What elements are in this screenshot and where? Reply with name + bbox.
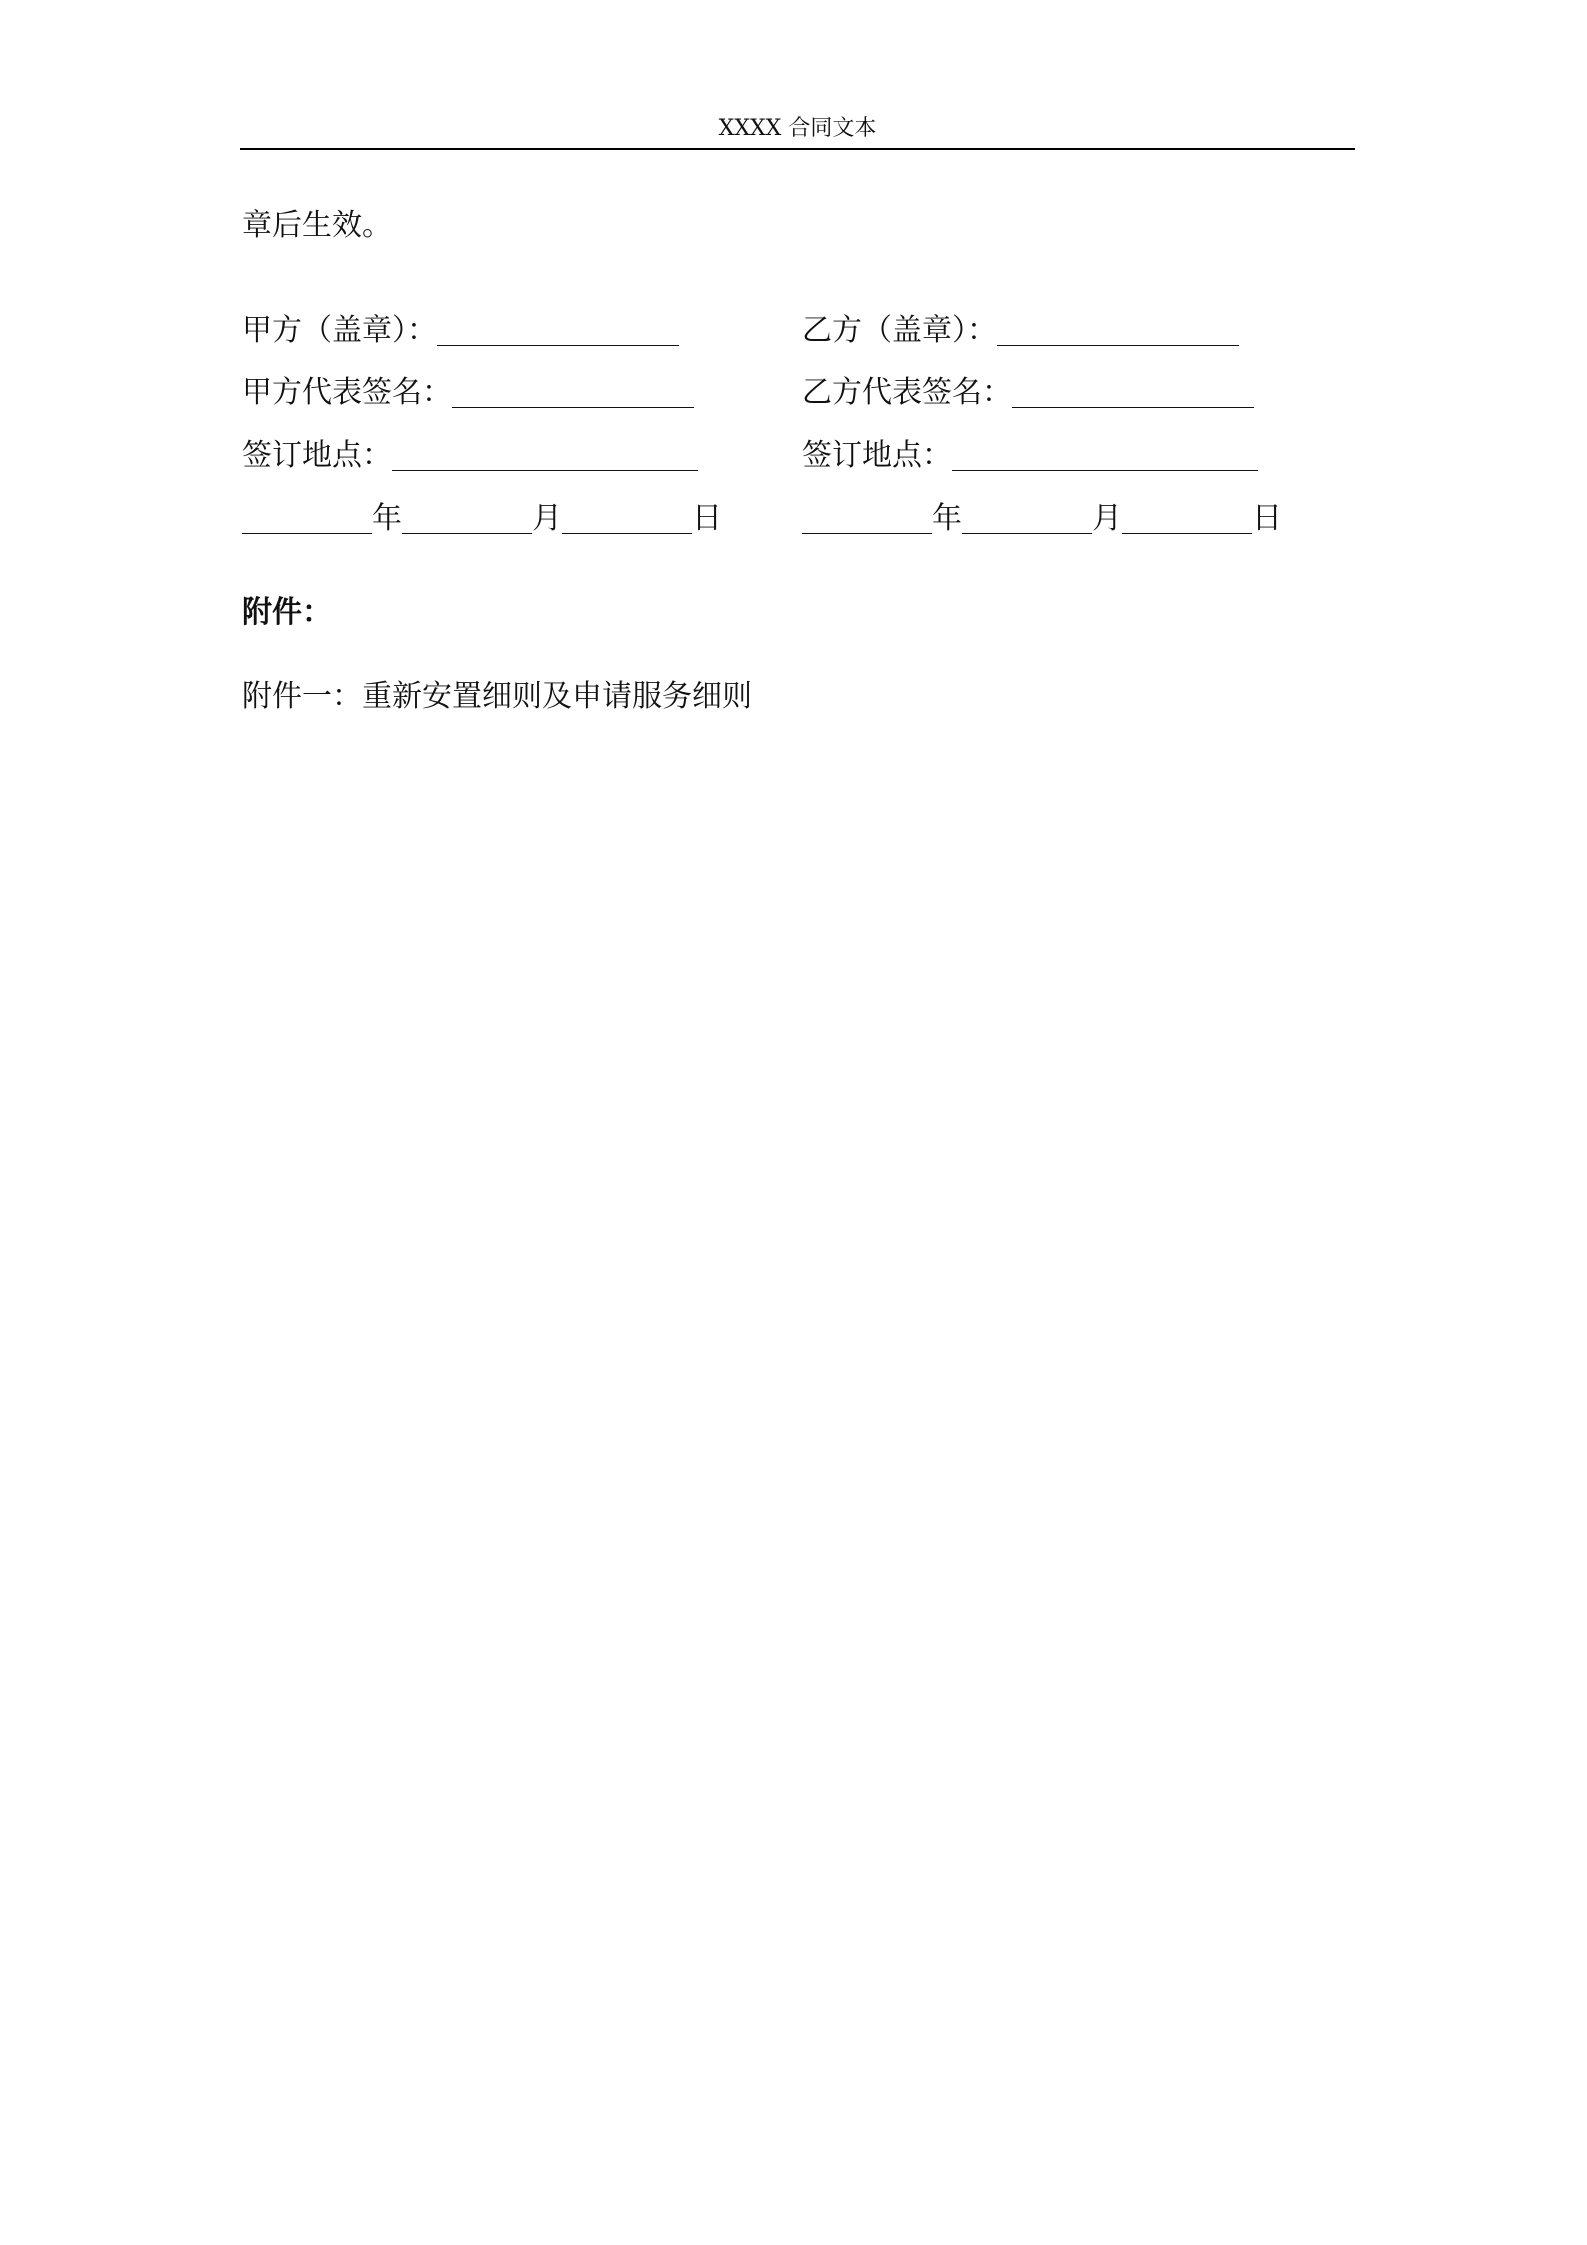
party-b-rep-label: 乙方代表签名： — [802, 375, 1012, 410]
party-b-year-blank[interactable] — [802, 505, 932, 534]
party-b-day-blank[interactable] — [1122, 505, 1252, 534]
party-b-month-blank[interactable] — [962, 505, 1092, 534]
party-b-rep-row — [802, 372, 1254, 414]
party-b-seal-label: 乙方（盖章）： — [802, 313, 997, 348]
party-a-place-label: 签订地点： — [242, 438, 392, 473]
party-a-place-row — [242, 435, 698, 477]
party-a-year-blank[interactable] — [242, 505, 372, 534]
attachments-heading: 附件： — [242, 595, 332, 630]
party-b-place-label: 签订地点： — [802, 438, 952, 473]
page-header — [240, 112, 1355, 150]
party-b-month-label: 月 — [1092, 501, 1122, 536]
party-b-place-blank[interactable] — [952, 442, 1258, 471]
party-b-seal-row — [802, 310, 1239, 352]
party-b-rep-blank[interactable] — [1012, 379, 1254, 408]
party-a-month-blank[interactable] — [402, 505, 532, 534]
party-a-seal-row — [242, 310, 679, 352]
header-title: XXXX 合同文本 — [718, 116, 877, 141]
party-a-rep-blank[interactable] — [452, 379, 694, 408]
party-a-date-row — [242, 498, 722, 540]
party-b-date-row — [802, 498, 1282, 540]
continuation-text: 章后生效。 — [242, 208, 392, 243]
party-b-year-label: 年 — [932, 501, 962, 536]
party-a-seal-blank[interactable] — [437, 317, 679, 346]
party-b-place-row — [802, 435, 1258, 477]
party-a-rep-row — [242, 372, 694, 414]
party-a-rep-label: 甲方代表签名： — [242, 375, 452, 410]
party-a-day-blank[interactable] — [562, 505, 692, 534]
party-a-place-blank[interactable] — [392, 442, 698, 471]
attachment-item: 附件一：重新安置细则及申请服务细则 — [242, 679, 752, 714]
party-a-seal-label: 甲方（盖章）： — [242, 313, 437, 348]
party-b-seal-blank[interactable] — [997, 317, 1239, 346]
party-a-year-label: 年 — [372, 501, 402, 536]
party-a-month-label: 月 — [532, 501, 562, 536]
party-b-day-label: 日 — [1252, 501, 1282, 536]
party-a-day-label: 日 — [692, 501, 722, 536]
